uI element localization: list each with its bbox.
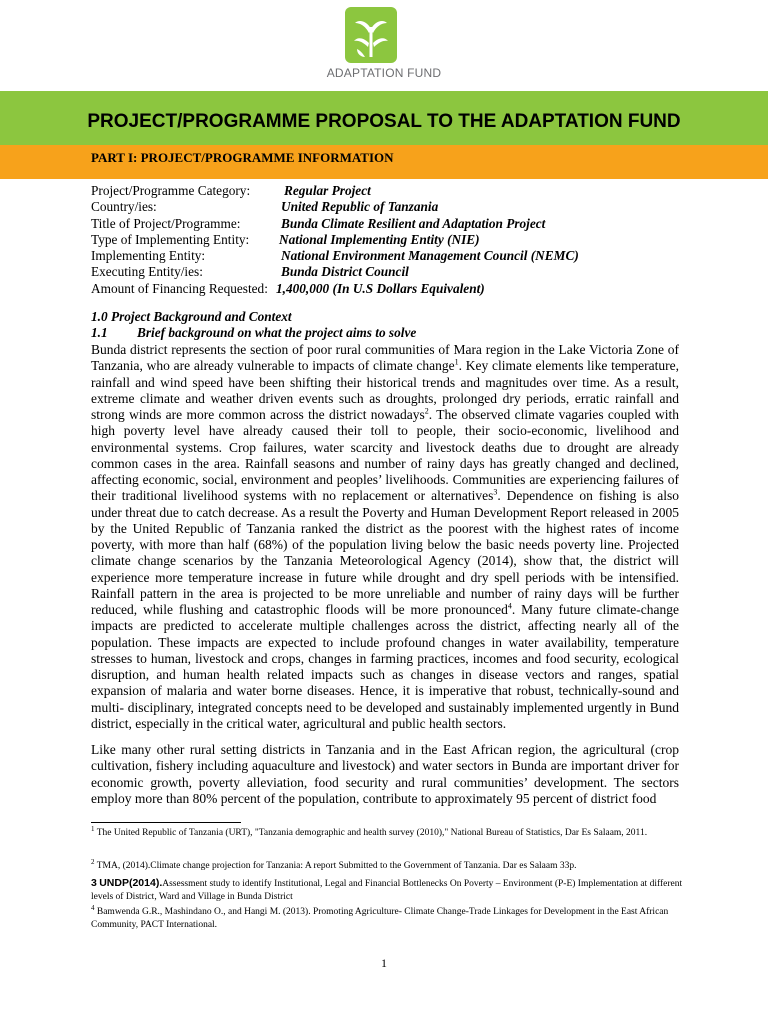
- logo-area: [0, 0, 768, 90]
- section-heading: 1.0 Project Background and Context: [91, 309, 292, 324]
- info-value: 1,400,000 (In U.S Dollars Equivalent): [276, 280, 485, 296]
- info-label: Country/ies:: [91, 199, 157, 215]
- footnote-mark: 3: [91, 877, 97, 889]
- footnote-mark: 1: [91, 824, 95, 833]
- subsection-number: 1.1: [91, 325, 108, 340]
- info-label: Implementing Entity:: [91, 248, 206, 264]
- subsection-heading: [91, 325, 416, 341]
- info-row-category: [91, 183, 691, 199]
- footnote-mark: 2: [91, 857, 95, 866]
- info-label: Amount of Financing Requested:: [91, 280, 268, 296]
- info-label: Type of Implementing Entity:: [91, 231, 250, 247]
- info-row-implementing: [91, 248, 691, 264]
- footnote-text: Assessment study to identify Institutional, Legal and Financial Bottlenecks On Poverty – Environment (P-E) Implementation at different levels of District, Ward and Village in Bunda District: [91, 879, 683, 902]
- subsection-title: Brief background on what the project aims to solve: [137, 325, 417, 340]
- info-label: Title of Project/Programme:: [91, 215, 241, 231]
- footnote-text: Bamwenda G.R., Mashindano O., and Hangi M. (2013). Promoting Agriculture- Climate Change-Trade Linkages for Development in the East African Community, PACT International.: [91, 907, 669, 930]
- info-row-country: [91, 199, 691, 215]
- info-row-amount: [91, 281, 691, 297]
- footnote-1: [91, 824, 687, 840]
- footnote-4: [91, 903, 687, 932]
- info-row-executing: [91, 264, 691, 280]
- info-value: National Implementing Entity (NIE): [279, 231, 480, 247]
- info-label: Executing Entity/ies:: [91, 264, 203, 280]
- adaptation-fund-logo-icon: [345, 7, 397, 63]
- footnote-3: [91, 877, 687, 904]
- paragraph-text: . Dependence on fishing is also under threat due to catch decrease. As a result the Poverty and Human Development Report released in 2005 by the United Republic of Tanzania ranked the district as the poorest with the highest rates of income poverty, with more than half (68%) of the population living below the basic needs poverty line. Projected climate change scenarios by the Tanzania Meteorological Agency (2014), show that, the district will experience more temperature increase in future while drought and dry spell periods with be intensified. Rainfall pattern in the area is projected to be more unreliable and number of rainy days will be further reduced, while flushing and catastrophic floods will be more pronounced: [91, 488, 679, 617]
- info-label: Project/Programme Category:: [91, 183, 251, 198]
- page-title: PROJECT/PROGRAMME PROPOSAL TO THE ADAPTATION FUND: [87, 111, 681, 132]
- info-row-entity-type: [91, 232, 691, 248]
- footnote-text: The United Republic of Tanzania (URT), "Tanzania demographic and health survey (2010)," National Bureau of Statistics, Dar Es Salaam, 2011.: [96, 828, 648, 838]
- paragraph-text: . Key climate elements like temperature, rainfall and wind speed have been shifting their historical trends and magnitudes over time. As a result, extreme climate and weather driven events such as droughts, prolonged dry periods, erratic rainfall and strong winds are more common across the district nowadays: [91, 358, 680, 422]
- footnote-separator: [91, 822, 241, 823]
- footnote-lead: UNDP(2014).: [99, 877, 163, 889]
- body-paragraph-2: Like many other rural setting districts in Tanzania and in the East African region, the agricultural (crop cultivation, fishery including aquaculture and livestock) and water sectors in Bunda are important driver for economic growth, poverty alleviation, food security and rural communities’ development. The sectors employ more than 80% percent of the population, contribute to approximately 95 percent of district food: [91, 742, 679, 806]
- footnote-2: [91, 857, 687, 873]
- footnote-text: TMA, (2014).Climate change projection for Tanzania: A report Submitted to the Government of Tanzania. Dar es Salaam 33p.: [96, 861, 577, 871]
- info-value: Bunda District Council: [281, 264, 409, 280]
- footnote-ref: 1: [454, 357, 459, 367]
- paragraph-text: . Many future climate-change impacts are predicted to accelerate multiple challenges across the district, affecting nearly all of the population. These impacts are expected to include profound changes in water availability, temperature stresses to human, livestock and crops, changes in farming practices, incomes and food security, ecological disruption, and human health related impacts such as changes in disease vectors and ranges, spatial expansion of malaria and water borne diseases. Hence, it is imperative that robust, technically-sound and multi- disciplinary, integrated concepts need to be developed and sustainably implemented urgently in Bund district, especially in the critical water, agricultural and public health sectors.: [91, 602, 680, 731]
- paragraph-text: . The observed climate vagaries coupled with high poverty level have already caused their toll to people, their socio-economic, livelihood and environmental systems. Crop failures, water scarcity and livestock deaths due to drought are already common cases in the area. Rainfall seasons and number of rainy days has greatly changed and declined, affecting economic, social, environment and peoples’ livelihoods. Communities are experiencing failures of their traditional livelihood systems with no replacement or alternatives: [91, 407, 679, 504]
- footnote-ref: 4: [507, 601, 512, 611]
- paragraph-text: Bunda district represents the section of poor rural communities of Mara region in the Lake Victoria Zone of Tanzania, who are already vulnerable to impacts of climate change: [91, 342, 679, 374]
- footnote-ref: 2: [424, 406, 429, 416]
- logo-text: ADAPTATION FUND: [326, 66, 442, 80]
- page-number: 1: [381, 956, 387, 970]
- part-title: PART I: PROJECT/PROGRAMME INFORMATION: [91, 150, 394, 165]
- body-paragraph-1: [91, 342, 679, 732]
- info-value: National Environment Management Council (NEMC): [281, 248, 579, 264]
- info-row-title: [91, 216, 691, 232]
- info-value: Regular Project: [284, 183, 371, 198]
- project-info-block: [91, 183, 691, 297]
- footnote-ref: 3: [493, 487, 498, 497]
- info-value: Bunda Climate Resilient and Adaptation Project: [281, 215, 546, 231]
- footnote-mark: 4: [91, 903, 95, 912]
- info-value: United Republic of Tanzania: [281, 199, 439, 215]
